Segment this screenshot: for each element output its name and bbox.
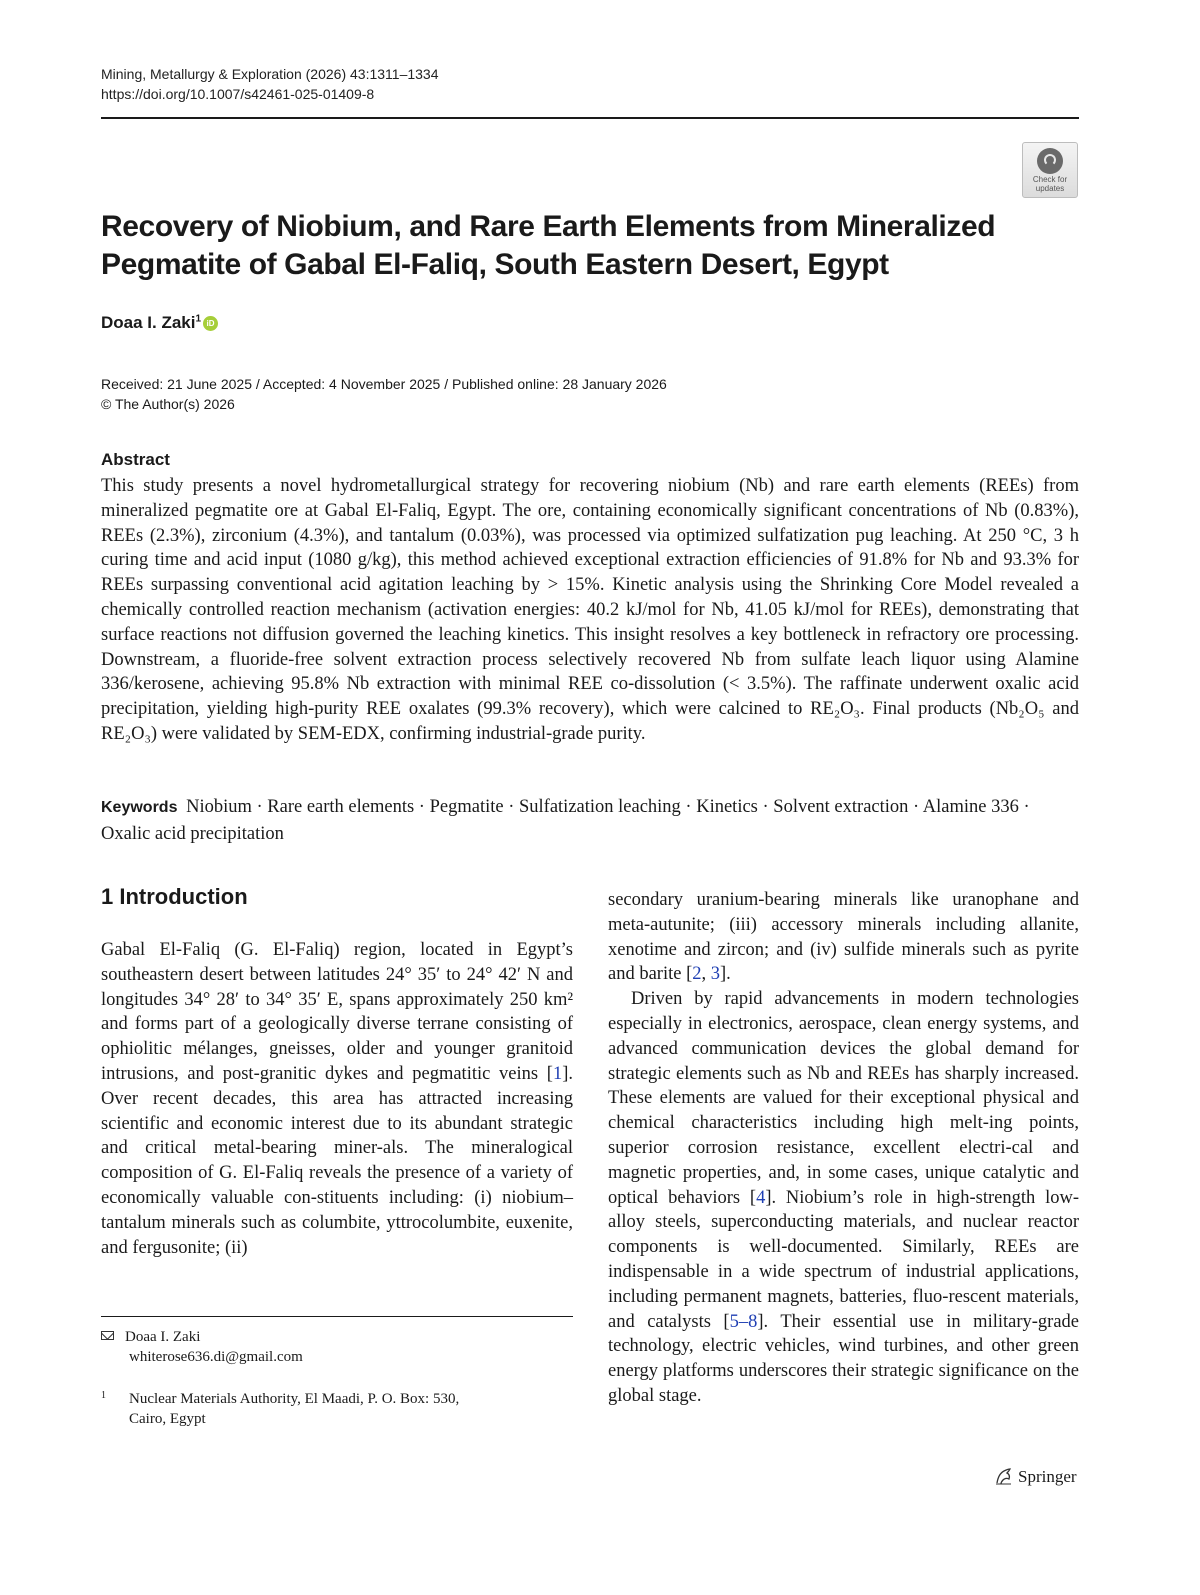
citation-link[interactable]: 5–8	[729, 1311, 758, 1332]
springer-horse-icon	[994, 1467, 1014, 1485]
header-rule	[101, 117, 1079, 119]
author-affiliation-mark: 1	[195, 313, 202, 325]
title-line2: Pegmatite of Gabal El-Faliq, South Eastern Desert, Egypt	[101, 248, 889, 281]
intro-right-column	[608, 888, 1079, 1409]
intro-left-column	[101, 938, 573, 1260]
intro-text: secondary uranium-bearing minerals like uranophane and meta-autunite; (iii) accessory minerals including allanite, xenotime and zircon; and (iv) sulfide minerals such as pyrite and barite [	[608, 890, 1079, 985]
intro-text: Driven by rapid advancements in modern technologies especially in electronics, aerospace, clean energy systems, and advanced communication devices the global demand for strategic elements such as Nb and REEs has sharply increased. These elements are valued for their exceptional physical and chemical characteristics including high melt-ing points, superior corrosion resistance, excellent electri-cal and magnetic properties, and, in some cases, unique catalytic and optical behaviors [	[608, 989, 1079, 1208]
section-heading-introduction: 1 Introduction	[101, 884, 248, 909]
title-line1: Recovery of Niobium, and Rare Earth Elements from Mineralized	[101, 210, 996, 243]
publisher-name: Springer	[1018, 1467, 1077, 1486]
intro-paragraph	[608, 888, 1079, 987]
publication-dates	[101, 374, 667, 414]
keywords-label: Keywords	[101, 799, 178, 816]
intro-text: ].	[720, 964, 731, 985]
article-history: Received: 21 June 2025 / Accepted: 4 November 2025 / Published online: 28 January 2026	[101, 376, 667, 392]
intro-text: ]. Over recent decades, this area has attracted increasing scientific and economic interest due to its abundant strategic and critical metal-bearing miner-als. The mineralogical composition of G. El-Faliq reveals the presence of a variety of economically valuable con-stituents including: (i) niobium–tantalum minerals such as columbite, yttrocolumbite, euxenite, and fergusonite; (ii)	[101, 1063, 573, 1258]
corresponding-author	[101, 1327, 303, 1367]
citation-link[interactable]: 4	[756, 1187, 766, 1208]
badge-line2: updates	[1035, 184, 1065, 193]
intro-text: ]. Niobium’s role in high-strength low-alloy steels, superconducting materials, and nuclear reactor components is well-documented. Similarly, REEs are indispensable in a wide spectrum of industrial applications, including permanent magnets, batteries, fluo-rescent materials, and catalysts [	[608, 1187, 1079, 1332]
check-for-updates-badge[interactable]	[1022, 142, 1078, 198]
check-updates-icon	[1037, 148, 1063, 174]
envelope-icon	[101, 1331, 114, 1340]
abstract-heading: Abstract	[101, 450, 170, 469]
contact-email[interactable]: whiterose636.di@gmail.com	[129, 1349, 303, 1365]
copyright: © The Author(s) 2026	[101, 396, 235, 412]
publisher-logo	[994, 1467, 1077, 1487]
abstract-text: This study presents a novel hydrometallurgical strategy for recovering niobium (Nb) and rare earth elements (REEs) from mineralized pegmatite ore at Gabal El-Faliq, Egypt. The ore, containing economically significant concentrations of Nb (0.83%), REEs (2.3%), zirconium (4.3%), and tantalum (0.03%), was processed via optimized sulfatization pug leaching. At 250 °C, 3 h curing time and acid input (1080 g/kg), this method achieved exceptional extraction efficiencies of 91.8% for Nb and 93.3% for REEs surpassing conventional acid agitation leaching by > 15%. Kinetic analysis using the Shrinking Core Model revealed a chemically controlled reaction mechanism (activation energies: 40.2 kJ/mol for Nb, 41.05 kJ/mol for REEs), demonstrating that surface reactions not diffusion governed the leaching kinetics. This insight resolves a key bottleneck in refractory ore processing. Downstream, a fluoride-free solvent extraction process selectively recovered Nb from sulfate leach liquor using Alamine 336/kerosene, achieving 95.8% Nb extraction with minimal REE co-dissolution (< 3.5%). The raffinate underwent oxalic acid precipitation, yielding high-purity REE oxalates (99.3% recovery), which were calcined to RE₂O₃. Final products (Nb₂O₅ and RE₂O₃) were validated by SEM-EDX, confirming industrial-grade purity.	[101, 476, 1079, 744]
contact-name: Doaa I. Zaki	[125, 1329, 201, 1345]
author-name: Doaa I. Zaki	[101, 313, 196, 332]
citation-separator: ,	[701, 964, 711, 985]
intro-text: ]. Their essential use in military-grade technology, electric vehicles, wind turbines, and other green energy platforms underscores their strategic significance on the global stage.	[608, 1311, 1079, 1406]
keywords	[101, 794, 1079, 847]
orcid-icon[interactable]: iD	[203, 316, 218, 331]
affiliation-footnote	[101, 1386, 459, 1429]
citation-link[interactable]: 1	[552, 1063, 563, 1084]
doi-link[interactable]: https://doi.org/10.1007/s42461-025-01409-8	[101, 86, 375, 102]
citation-link[interactable]: 3	[710, 964, 720, 985]
footnote-rule	[101, 1316, 573, 1317]
journal-header	[101, 64, 439, 104]
paper-title	[101, 208, 1001, 284]
affiliation-line1: Nuclear Materials Authority, El Maadi, P. O. Box: 530,	[129, 1391, 460, 1407]
badge-line1: Check for	[1032, 175, 1068, 184]
keywords-list: Niobium · Rare earth elements · Pegmatite · Sulfatization leaching · Kinetics · Solvent extraction · Alamine 336 · Oxalic acid precipitation	[101, 797, 1030, 844]
author-line	[101, 313, 218, 333]
journal-citation: Mining, Metallurgy & Exploration (2026) 43:1311–1334	[101, 66, 439, 82]
citation-link[interactable]: 2	[692, 964, 702, 985]
intro-text: Gabal El-Faliq (G. El-Faliq) region, located in Egypt’s southeastern desert between latitudes 24° 35′ to 24° 42′ N and longitudes 34° 28′ to 34° 35′ E, spans approximately 250 km² and forms part of a geologically diverse terrane consisting of ophiolitic mélanges, gneisses, older and younger granitoid intrusions, and post-granitic dykes and pegmatitic veins [	[101, 940, 573, 1084]
affiliation-number: 1	[101, 1390, 106, 1401]
affiliation-line2: Cairo, Egypt	[129, 1411, 206, 1427]
intro-paragraph	[608, 987, 1079, 1409]
